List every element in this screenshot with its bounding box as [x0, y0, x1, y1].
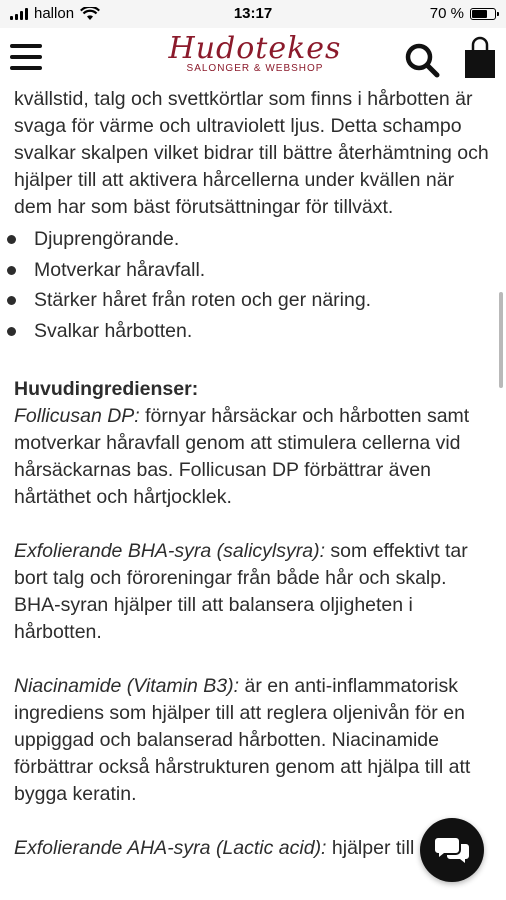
ingredient-name: Follicusan DP:: [14, 405, 140, 427]
ingredient-name: Exfolierande BHA-syra (salicylsyra):: [14, 540, 326, 562]
battery-icon: [470, 8, 496, 20]
ingredient-text: som effektivt tar bort talg och föroreningar från både hår och skalp. BHA-syran hjälper till att balansera oljigheten i hårbotten.: [14, 540, 468, 643]
site-header: [0, 28, 506, 86]
status-bar: [0, 0, 506, 28]
list-item: Svalkar hårbotten.: [14, 316, 494, 347]
ingredient-text: hjälper till: [326, 837, 415, 859]
scrollbar[interactable]: [499, 292, 503, 388]
site-logo[interactable]: [150, 32, 360, 82]
battery-percent: 70 %: [429, 5, 464, 22]
list-item: Stärker håret från roten och ger näring.: [14, 285, 494, 316]
battery-fill: [472, 10, 487, 18]
ingredient-paragraph: [14, 403, 494, 511]
chat-button[interactable]: [420, 818, 484, 882]
carrier-name: hallon: [34, 5, 75, 22]
ingredients-title: Huvudingredienser:: [14, 378, 199, 400]
logo-tagline: SALONGER & WEBSHOP: [186, 63, 324, 74]
chat-bubbles-icon: [434, 834, 470, 866]
list-item: Djuprengörande.: [14, 224, 494, 255]
ingredient-paragraph: [14, 673, 494, 808]
ingredient-name: Exfolierande AHA-syra (Lactic acid):: [14, 837, 327, 859]
product-description: [14, 86, 494, 862]
ingredient-name: Niacinamide (Vitamin B3):: [14, 675, 240, 697]
clock: 13:17: [233, 5, 273, 22]
list-item: Motverkar håravfall.: [14, 255, 494, 286]
ingredient-text: förnyar hårsäckar och hårbotten samt motverkar håravfall genom att stimulera cellerna vid hårsäckarnas bas. Follicusan DP förbättrar även hårtäthet och hårtjocklek.: [14, 405, 470, 508]
menu-icon[interactable]: [10, 44, 42, 70]
shopping-bag-icon[interactable]: [462, 36, 498, 80]
logo-text: Hudotekes: [168, 31, 342, 66]
ingredient-text: är en anti-inflammatorisk ingrediens som hjälper till att reglera oljenivån för en uppiggad och balanserad hårbotten. Niacinamide förbättrar också hårstrukturen genom att hjälpa till att bygga keratin.: [14, 675, 471, 805]
benefits-list: [14, 224, 494, 346]
search-icon[interactable]: [404, 42, 440, 78]
intro-paragraph: kvällstid, talg och svettkörtlar som finns i hårbotten är svaga för värme och ultraviolett ljus. Detta schampo svalkar skalpen vilket bidrar till bättre återhämtning och hjälper till att aktivera hårcellerna under kvällen när dem har som bäst förutsättningar för tillväxt.: [14, 88, 489, 218]
ingredient-paragraph: [14, 538, 494, 646]
